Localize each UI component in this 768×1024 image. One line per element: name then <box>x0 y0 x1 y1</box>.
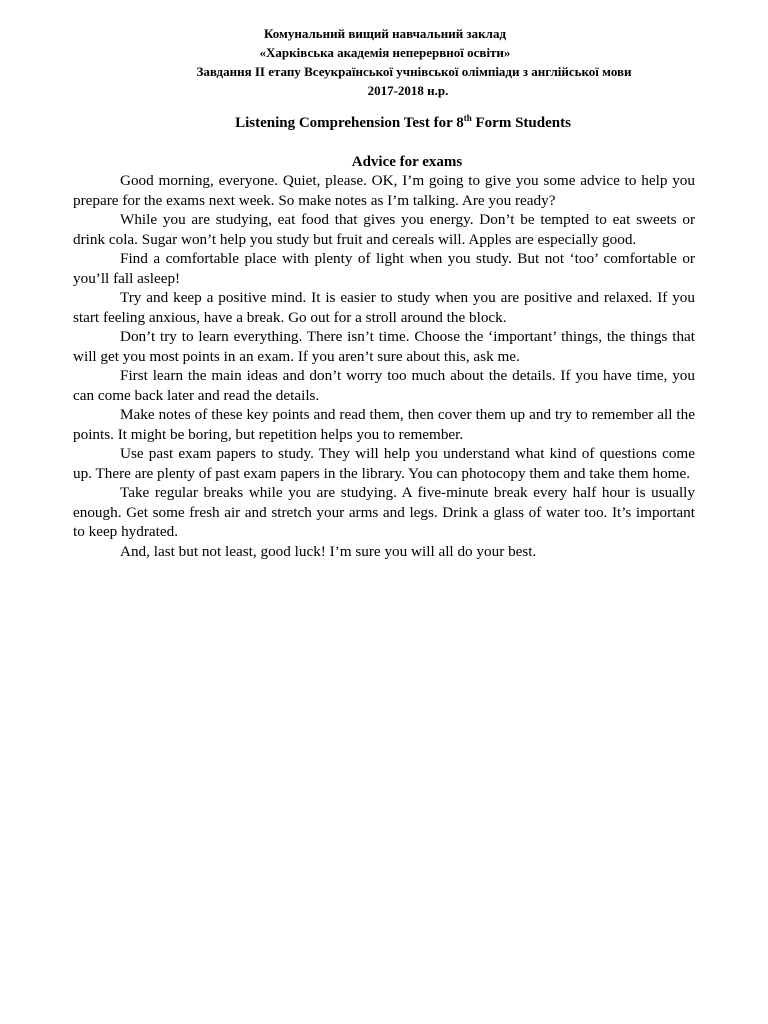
academic-year: 2017-2018 н.р. <box>367 83 449 98</box>
paragraph: Don’t try to learn everything. There isn’t time. Choose the ‘important’ things, the things that will get you most points in an exam. If you aren’t sure about this, ask me. <box>73 328 695 365</box>
paragraph: Try and keep a positive mind. It is easier to study when you are positive and relaxed. If you start feeling anxious, have a break. Go out for a stroll around the block. <box>73 289 695 326</box>
paragraph: Use past exam papers to study. They will help you understand what kind of questions come up. There are plenty of past exam papers in the library. You can photocopy them and take them home. <box>73 445 695 482</box>
paragraph: While you are studying, eat food that gives you energy. Don’t be tempted to eat sweets or drink cola. Sugar won’t help you study but fruit and cereals will. Apples are especially good. <box>73 211 695 248</box>
test-title-superscript: th <box>463 113 472 123</box>
academy-name: «Харківська академія неперервної освіти» <box>259 45 511 60</box>
body-text <box>73 171 695 561</box>
paragraph: And, last but not least, good luck! I’m sure you will all do your best. <box>120 542 537 560</box>
olympiad-task-line: Завдання ІІ етапу Всеукраїнської учнівської олімпіади з англійської мови <box>196 64 632 79</box>
paragraph: Good morning, everyone. Quiet, please. OK, I’m going to give you some advice to help you prepare for the exams next week. So make notes as I’m talking. Are you ready? <box>73 172 695 209</box>
test-title-prefix: Listening Comprehension Test for 8 <box>235 115 464 131</box>
test-title <box>0 113 768 133</box>
document-header <box>0 24 768 100</box>
paragraph: Make notes of these key points and read them, then cover them up and try to remember all the points. It might be boring, but repetition helps you to remember. <box>73 406 695 443</box>
paragraph: First learn the main ideas and don’t worry too much about the details. If you have time, you can come back later and read the details. <box>73 367 695 404</box>
section-title: Advice for exams <box>351 154 463 170</box>
paragraph: Find a comfortable place with plenty of light when you study. But not ‘too’ comfortable or you’ll fall asleep! <box>73 250 695 287</box>
paragraph: Take regular breaks while you are studying. A five-minute break every half hour is usually enough. Get some fresh air and stretch your arms and legs. Drink a glass of water too. It’s important to keep hydrated. <box>73 484 695 540</box>
institution-name: Комунальний вищий навчальний заклад <box>263 26 507 41</box>
test-title-suffix: Form Students <box>471 115 571 131</box>
